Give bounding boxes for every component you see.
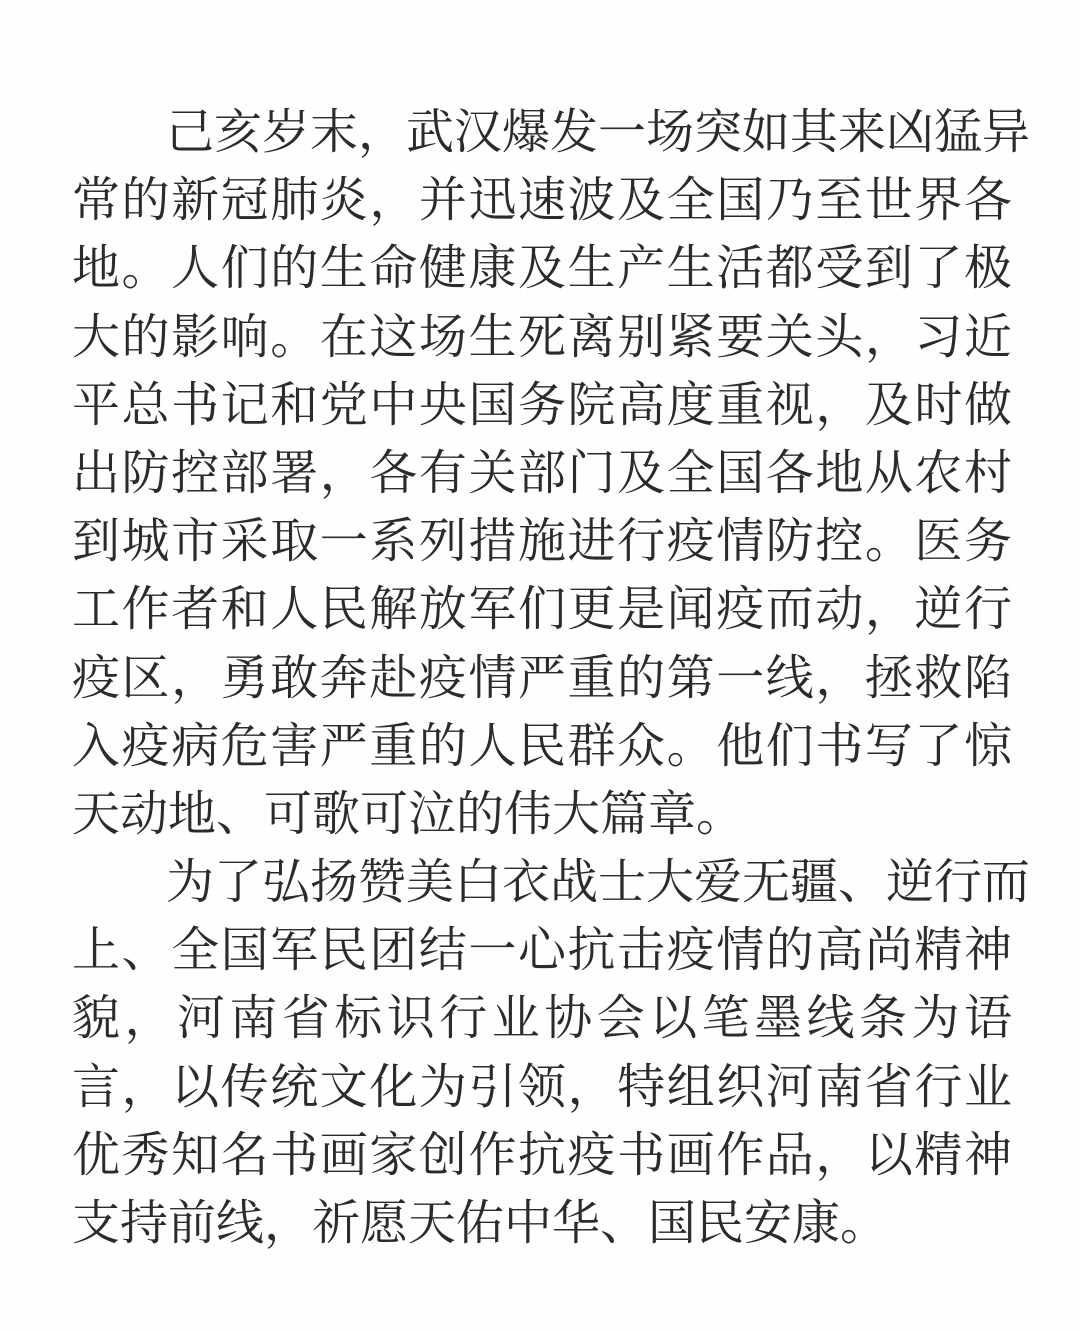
- paragraph-2-line-5: 优秀知名书画家创作抗疫书画作品，以精神: [72, 1126, 1012, 1183]
- paragraph-2-line-4: 言，以传统文化为引领，特组织河南省行业: [72, 1058, 1012, 1115]
- paragraph-1-line-2: 常的新冠肺炎，并迅速波及全国乃至世界各: [72, 172, 1012, 229]
- article-body: [72, 98, 1031, 1257]
- paragraph-2-line-2: 上、全国军民团结一心抗击疫情的高尚精神: [72, 922, 1012, 979]
- paragraph-2-line-1: 为了弘扬赞美白衣战士大爱无疆、逆行而: [166, 854, 1031, 911]
- paragraph-2-line-6: 支持前线，祈愿天佑中华、国民安康。: [72, 1195, 889, 1251]
- paragraph-1-line-8: 工作者和人民解放军们更是闻疫而动，逆行: [72, 581, 1012, 638]
- paragraph-1-line-9: 疫区，勇敢奔赴疫情严重的第一线，拯救陷: [72, 649, 1012, 706]
- paragraph-1-line-3: 地。人们的生命健康及生产生活都受到了极: [72, 240, 1012, 297]
- paragraph-1-line-1: 己亥岁末，武汉爆发一场突如其来凶猛异: [166, 104, 1031, 160]
- paragraph-1-line-5: 平总书记和党中央国务院高度重视，及时做: [72, 376, 1012, 433]
- paragraph-2-line-3: 貌，河南省标识行业协会以笔墨线条为语: [72, 990, 1012, 1047]
- paragraph-1-line-4: 大的影响。在这场生死离别紧要关头，习近: [72, 308, 1012, 365]
- paragraph-1-line-10: 入疫病危害严重的人民群众。他们书写了惊: [72, 717, 1012, 774]
- paragraph-1-line-11: 天动地、可歌可泣的伟大篇章。: [72, 785, 745, 842]
- paragraph-1-line-6: 出防控部署，各有关部门及全国各地从农村: [72, 444, 1012, 501]
- paragraph-1-line-7: 到城市采取一系列措施进行疫情防控。医务: [72, 513, 1012, 570]
